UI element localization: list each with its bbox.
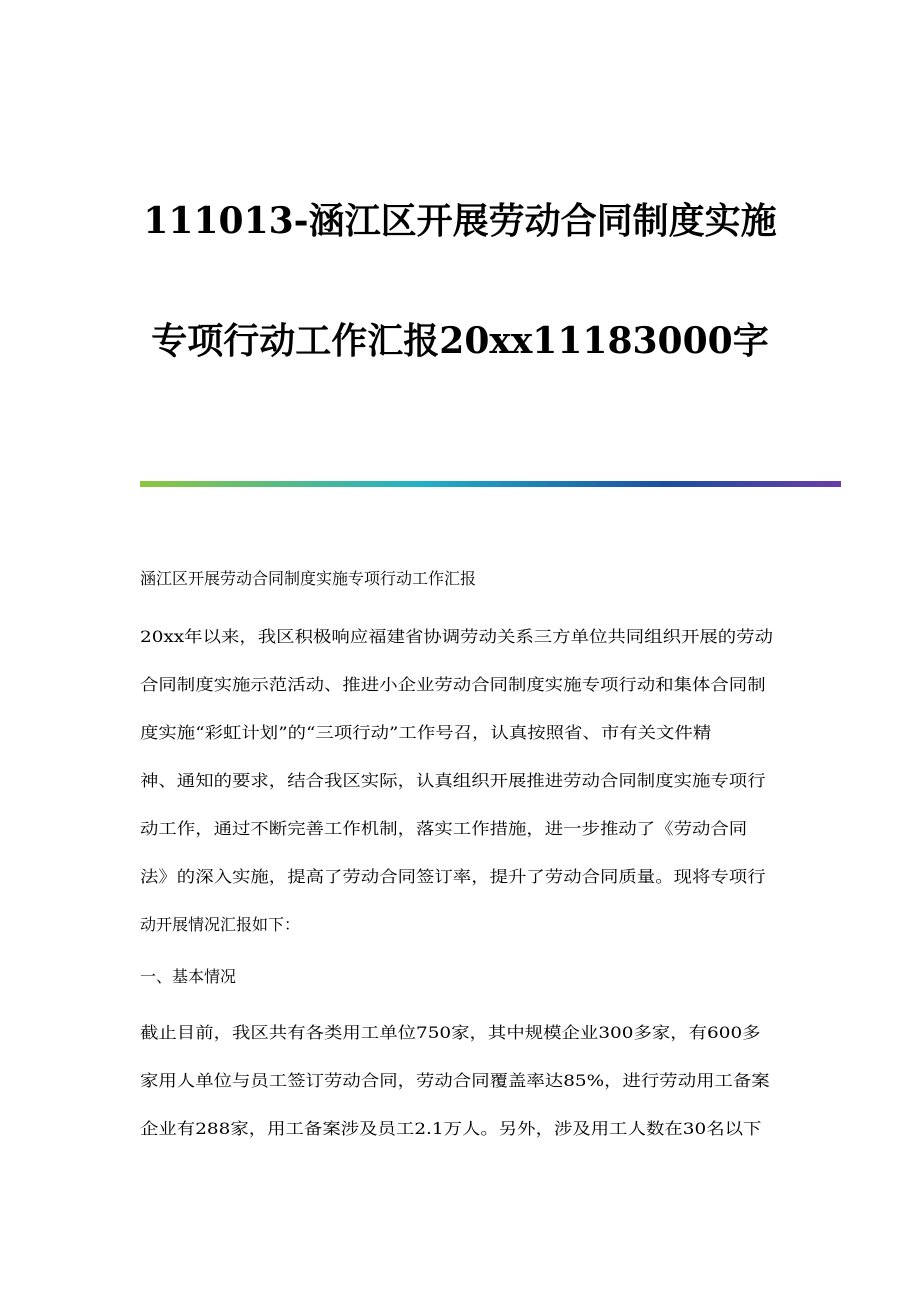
paragraph-line: 企业有288家，用工备案涉及员工2.1万人。另外，涉及用工人数在30名以下 xyxy=(140,1119,762,1138)
paragraph-line: 截止目前，我区共有各类用工单位750家，其中规模企业300多家，有600多 xyxy=(140,1023,761,1042)
section-heading: 一、基本情况 xyxy=(140,967,237,986)
paragraph-line: 家用人单位与员工签订劳动合同，劳动合同覆盖率达85%，进行劳动用工备案 xyxy=(140,1071,770,1090)
document-title-line-1: 111013-涵江区开展劳动合同制度实施 xyxy=(143,200,777,242)
paragraph-line: 神、通知的要求，结合我区实际，认真组织开展推进劳动合同制度实施专项行 xyxy=(140,771,766,790)
title-divider xyxy=(140,481,841,487)
paragraph-line: 20xx年以来，我区积极响应福建省协调劳动关系三方单位共同组织开展的劳动 xyxy=(140,627,773,646)
subheading-line: 涵江区开展劳动合同制度实施专项行动工作汇报 xyxy=(140,569,477,588)
paragraph-line: 度实施“彩虹计划”的“三项行动”工作号召，认真按照省、市有关文件精 xyxy=(140,723,712,742)
paragraph-line: 动开展情况汇报如下： xyxy=(140,915,301,934)
paragraph-line: 合同制度实施示范活动、推进小企业劳动合同制度实施专项行动和集体合同制 xyxy=(140,675,766,694)
paragraph-line: 法》的深入实施，提高了劳动合同签订率，提升了劳动合同质量。现将专项行 xyxy=(140,867,766,886)
paragraph-line: 动工作，通过不断完善工作机制，落实工作措施，进一步推动了《劳动合同 xyxy=(140,819,748,838)
document-title-line-2: 专项行动工作汇报20xx11183000字 xyxy=(151,320,769,362)
